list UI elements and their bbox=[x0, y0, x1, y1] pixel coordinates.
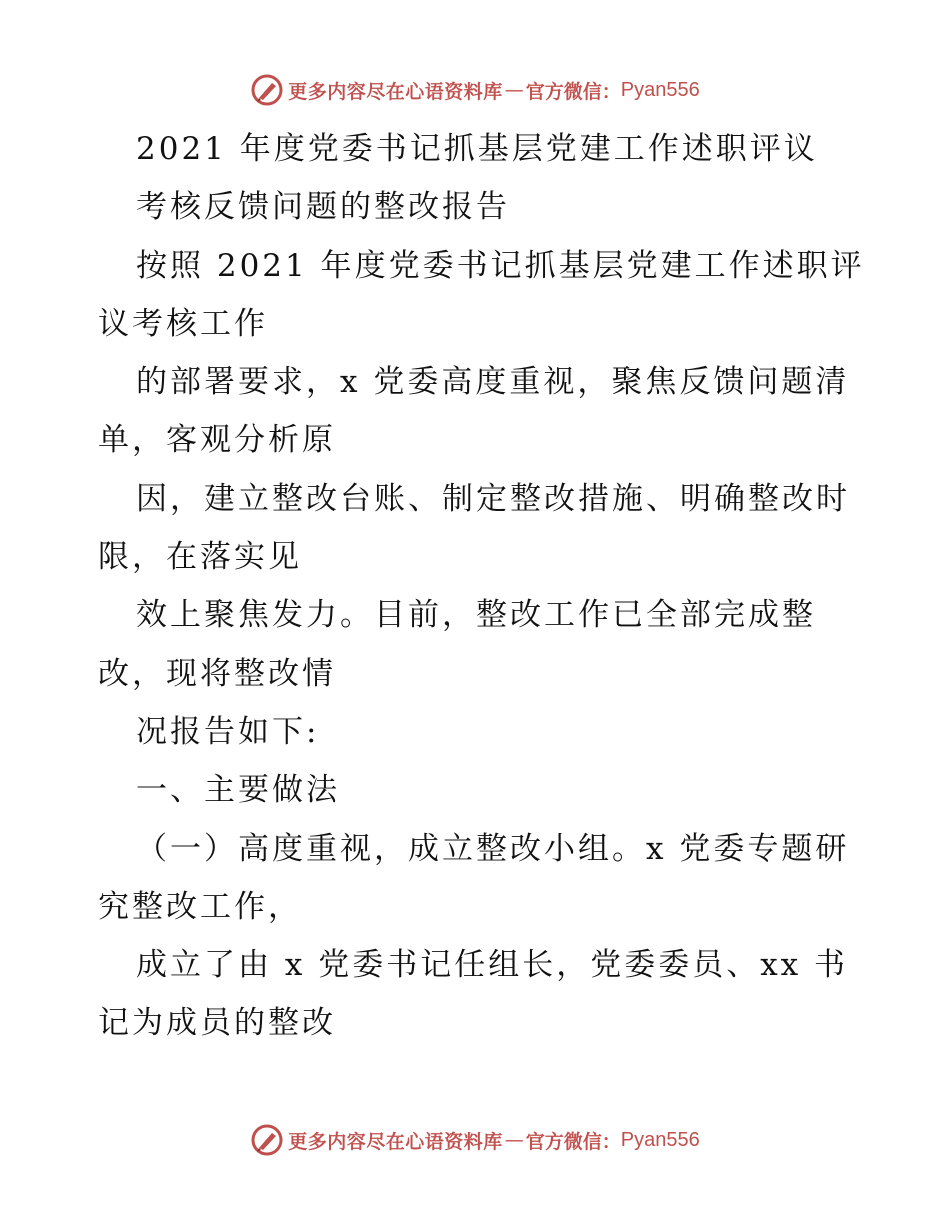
pen-logo-icon bbox=[250, 1123, 284, 1157]
text-line: 效上聚焦发力。目前，整改工作已全部完成整 bbox=[136, 597, 816, 634]
text-line: 议考核工作 bbox=[98, 305, 268, 342]
banner-text: 更多内容尽在心语资料库 bbox=[288, 1130, 503, 1153]
text-line: 况报告如下: bbox=[136, 713, 320, 750]
banner-wechat-id: Pyan556 bbox=[620, 78, 700, 101]
text-line: 2021 年度党委书记抓基层党建工作述职评议 bbox=[136, 131, 818, 167]
text-line: 记为成员的整改 bbox=[98, 1005, 336, 1042]
banner-text: 更多内容尽在心语资料库 bbox=[288, 80, 503, 103]
text-line: （一）高度重视，成立整改小组。x 党委专题研 bbox=[136, 830, 850, 867]
banner-separator: — bbox=[504, 79, 524, 101]
text-line: 的部署要求，x 党委高度重视，聚焦反馈问题清 bbox=[136, 364, 850, 401]
pen-logo-icon bbox=[250, 73, 284, 107]
header-banner bbox=[0, 68, 950, 112]
footer-banner bbox=[0, 1118, 950, 1162]
text-line: 单，客观分析原 bbox=[98, 422, 336, 459]
banner-wechat-id: Pyan556 bbox=[620, 1128, 700, 1151]
banner-separator: — bbox=[504, 1129, 524, 1151]
text-line: 改，现将整改情 bbox=[98, 655, 336, 692]
banner-wechat-label: 官方微信： bbox=[525, 80, 621, 103]
text-line: 限，在落实见 bbox=[98, 539, 302, 576]
text-line: 一、主要做法 bbox=[136, 772, 340, 809]
text-line: 按照 2021 年度党委书记抓基层党建工作述职评 bbox=[136, 247, 865, 284]
text-line: 因，建立整改台账、制定整改措施、明确整改时 bbox=[136, 480, 850, 517]
document-body bbox=[98, 120, 865, 1053]
text-line: 考核反馈问题的整改报告 bbox=[136, 189, 510, 226]
banner-wechat-label: 官方微信： bbox=[525, 1130, 621, 1153]
text-line: 究整改工作， bbox=[98, 888, 302, 925]
text-line: 成立了由 x 党委书记任组长，党委委员、xx 书 bbox=[136, 947, 849, 984]
